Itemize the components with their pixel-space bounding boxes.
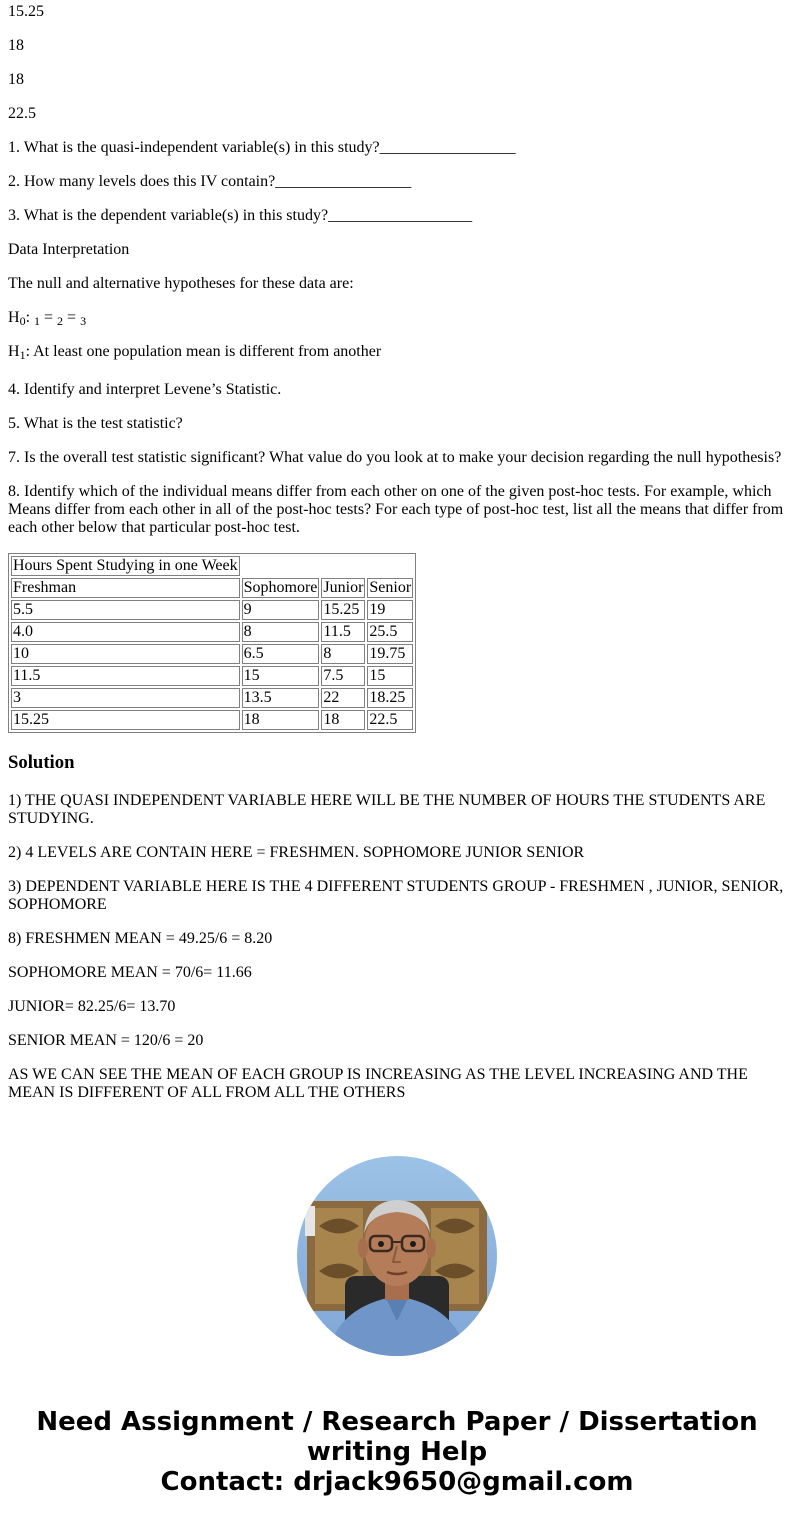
table-row [11,644,413,664]
table-cell: 3 [11,688,240,708]
table-cell: 15.25 [11,710,240,730]
null-hypothesis [8,309,786,327]
solution-1: 1) THE QUASI INDEPENDENT VARIABLE HERE WILL BE THE NUMBER OF HOURS THE STUDENTS ARE STUDYING. [8,792,766,827]
solution-2: 2) 4 LEVELS ARE CONTAIN HERE = FRESHMEN. SOPHOMORE JUNIOR SENIOR [8,844,585,861]
table-row [11,622,413,642]
h1-letter: H [8,343,20,360]
question-5: 5. What is the test statistic? [8,415,183,432]
solution-8: 8) FRESHMEN MEAN = 49.25/6 = 8.20 [8,930,273,947]
h1-text: : At least one population mean is different from another [25,343,382,360]
h0-eq1: = [40,309,58,326]
table-cell: 15 [242,666,320,686]
h0-subscript: 0 [19,314,26,328]
question-3: 3. What is the dependent variable(s) in this study?__________________ [8,207,473,224]
table-cell: 10 [11,644,240,664]
table-cell: 8 [242,622,320,642]
table-cell: 15.25 [321,600,365,620]
table-row [11,710,413,730]
table-cell: 9 [242,600,320,620]
document-body [0,3,794,1102]
table-cell: 4.0 [11,622,240,642]
table-cell: 5.5 [11,600,240,620]
table-cell: 22 [321,688,365,708]
senior-mean: SENIOR MEAN = 120/6 = 20 [8,1032,204,1049]
alt-hypothesis [8,343,786,361]
table-cell: 8 [321,644,365,664]
table-title-row [11,556,413,576]
table-row [11,666,413,686]
table-cell: 18 [321,710,365,730]
header-junior: Junior [323,579,364,596]
table-cell: 25.5 [367,622,413,642]
promo-banner [0,1407,794,1497]
table-row [11,688,413,708]
h0-mu2-sub: 2 [57,314,64,328]
solution-heading: Solution [8,752,75,773]
promo-contact: Contact: drjack9650@gmail.com [160,1467,634,1497]
header-senior: Senior [369,579,412,596]
h0-colon: : [25,309,31,326]
header-sophomore: Sophomore [243,579,318,596]
table-cell: 19 [367,600,413,620]
table-cell: 18.25 [367,688,413,708]
question-8: 8. Identify which of the individual means differ from each other on one of the given post-hoc tests. For example, which Means differ from each other in all of the post-hoc tests? For each type of post-hoc test, list all the means that differ from each other below that particular post-hoc test. [8,483,784,536]
top-value-2: 18 [8,37,24,54]
solution-3: 3) DEPENDENT VARIABLE HERE IS THE 4 DIFFERENT STUDENTS GROUP - FRESHMEN , JUNIOR, SENIOR, SOPHOMORE [8,878,784,913]
table-title: Hours Spent Studying in one Week [13,557,238,574]
question-7: 7. Is the overall test statistic significant? What value do you look at to make your decision regarding the null hypothesis? [8,449,782,466]
table-cell: 11.5 [321,622,365,642]
hypotheses-intro: The null and alternative hypotheses for these data are: [8,275,354,292]
top-value-1: 15.25 [8,3,44,20]
promo-line-1: Need Assignment / Research Paper / Dissertation [36,1407,758,1437]
avatar [297,1156,497,1356]
header-freshman: Freshman [11,578,240,598]
h1-subscript: 1 [19,348,26,362]
promo-line-2: writing Help [306,1437,488,1467]
sophomore-mean: SOPHOMORE MEAN = 70/6= 11.66 [8,964,252,981]
table-cell: 18 [242,710,320,730]
table-row [11,600,413,620]
table-cell: 13.5 [242,688,320,708]
h0-mu3-sub: 3 [80,314,87,328]
question-1: 1. What is the quasi-independent variable(s) in this study?_________________ [8,139,516,156]
top-value-3: 18 [8,71,24,88]
conclusion: AS WE CAN SEE THE MEAN OF EACH GROUP IS INCREASING AS THE LEVEL INCREASING AND THE MEAN IS DIFFERENT OF ALL FROM ALL THE OTHERS [8,1066,748,1101]
table-cell: 19.75 [367,644,413,664]
h0-eq2: = [63,309,81,326]
h0-mu1-sub: 1 [34,314,41,328]
table-cell: 7.5 [321,666,365,686]
table-cell: 11.5 [11,666,240,686]
portrait-image [297,1156,497,1356]
question-4: 4. Identify and interpret Levene’s Statistic. [8,381,282,398]
question-2: 2. How many levels does this IV contain?_________________ [8,173,412,190]
hours-table [8,553,416,733]
h0-letter: H [8,309,20,326]
table-cell: 15 [367,666,413,686]
top-value-4: 22.5 [8,105,36,122]
table-cell: 6.5 [242,644,320,664]
junior-mean: JUNIOR= 82.25/6= 13.70 [8,998,176,1015]
section-heading: Data Interpretation [8,241,130,258]
table-header-row [11,578,413,598]
table-cell: 22.5 [367,710,413,730]
